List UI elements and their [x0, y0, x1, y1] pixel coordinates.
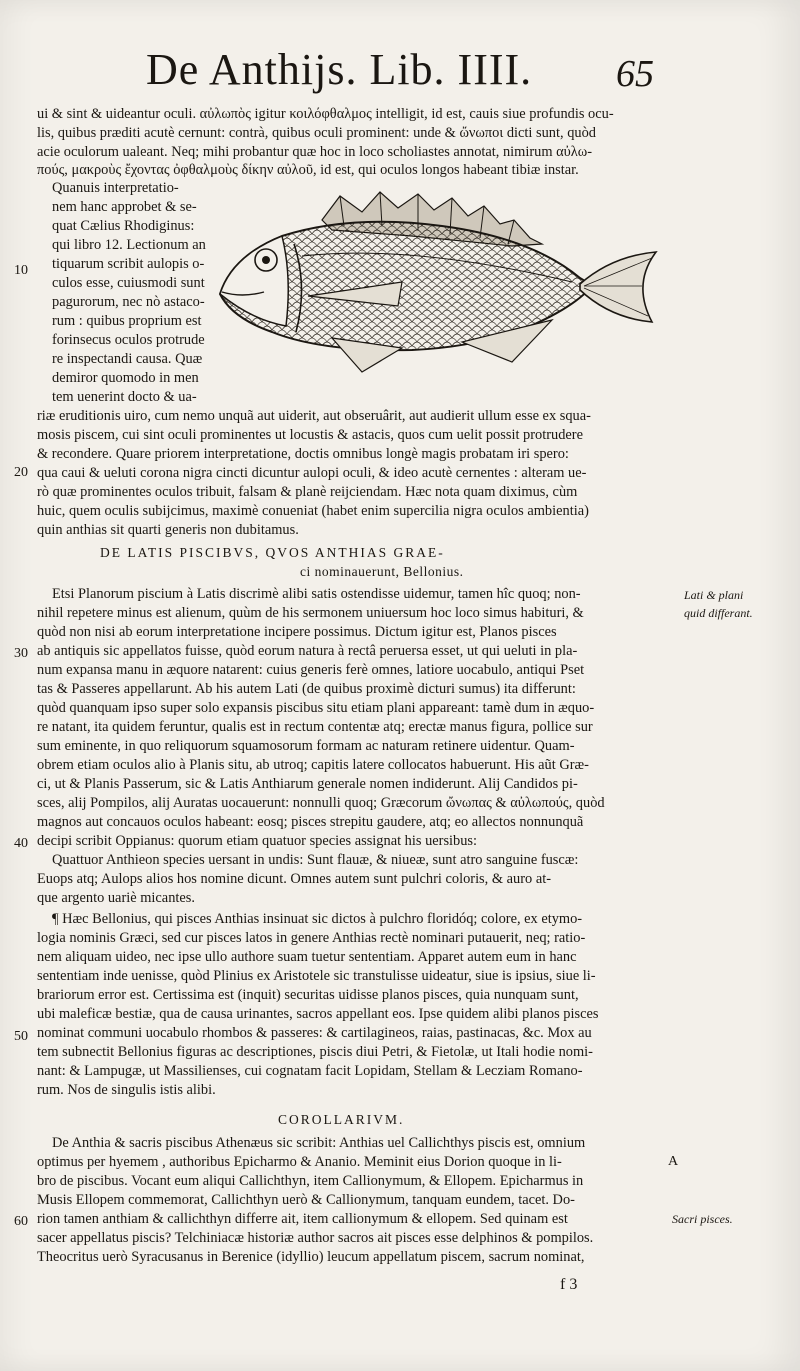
- text-line: num expansa manu in æquore natarent: cuius generis ferè omnes, latiore uocabulo, antiqui Pset: [37, 662, 585, 678]
- text-line: quòd quanquam ipso super solo expansis piscibus situ etiam plani appareant: tamè dum in æquo-: [37, 700, 595, 716]
- margin-note: Sacri pisces.: [672, 1212, 733, 1226]
- line-number: 30: [14, 646, 28, 661]
- text-line: nant: & Lampugæ, ut Massilienses, cui cognatam facit Lopidam, Stellam & Lecziam Romano-: [37, 1063, 583, 1079]
- text-line: rò quæ prominentes oculos tribuit, falsam & planè reijciendam. Hæc nota quam diximus, cùm: [37, 484, 578, 500]
- signature-mark: f 3: [560, 1276, 578, 1293]
- text-line: Quanuis interpretatio-: [52, 180, 179, 196]
- text-line: lis, quibus præditi acutè cernunt: contrà, quibus oculi prominent: unde & ὤνωποι dicti sunt, quòd: [37, 125, 596, 141]
- text-line: nem aliquam uideo, nec ipse ullo authore suam tuetur sententiam. Apparet autem eum in hanc: [37, 949, 577, 965]
- text-line: optimus per hyemem , authoribus Epicharmo & Ananio. Meminit eius Dorion quoque in li-: [37, 1154, 562, 1170]
- text-line: tem subnectit Bellonius figuras ac descriptiones, piscis diui Petri, & Fietolæ, ut Itali hodie nomi-: [37, 1044, 593, 1060]
- text-line: obrem etiam oculos alio à Planis situ, ab utroq; capitis latere collocatos habuerunt. His aũt Græ-: [37, 757, 589, 773]
- text-line: ui & sint & uideantur oculi. αὐλωπὸς igitur κοιλόφθαλμος intelligit, id est, cauis siue profundis ocu-: [37, 106, 614, 122]
- margin-note: quid differant.: [684, 606, 753, 620]
- text-line: Theocritus uerò Syracusanus in Berenice (idyllio) leucum appellatum piscem, sacrum nominat,: [37, 1249, 585, 1265]
- line-number: 10: [14, 263, 28, 278]
- text-line: tem uenerint docto & ua-: [52, 389, 197, 405]
- verse-line: Quattuor Anthieon species uersant in undis: Sunt flauæ, & niueæ, sunt atro sanguine fuscæ:: [52, 852, 579, 868]
- text-line: sces, alij Pompilos, alij Auratas uocauerunt: nonnulli quoq; Græcorum ὤνωπας & αὐλωπούς, quòd: [37, 795, 605, 811]
- text-line: tiquarum scribit aulopis o-: [52, 256, 205, 272]
- margin-note: A: [668, 1154, 679, 1169]
- text-line: forinsecus oculos protrude: [52, 332, 205, 348]
- text-line: pagurorum, nec nò astaco-: [52, 294, 205, 310]
- text-line: tas & Passeres appellarunt. Ab his autem Lati (de quibus proximè dicturi sumus) ita differunt:: [37, 681, 576, 697]
- text-line: brariorum error est. Certissima est (inquit) securitas uidisse planos pisces, quia nunquam sunt,: [37, 987, 579, 1003]
- text-line: ab antiquis sic appellatos fuisse, quòd eorum natura à rectâ peruersa esset, ut qui ueluti in pla-: [37, 643, 578, 659]
- text-line: mosis piscem, cui sint oculi prominentes ut locustis & astacis, quos cum uelit possit protrudere: [37, 427, 583, 443]
- page-number: 65: [616, 53, 654, 95]
- text-line: nem hanc approbet & se-: [52, 199, 197, 215]
- text-line: rion tamen anthiam & callichthyn differre ait, item callionymum & ellopem. Sed quinam est: [37, 1211, 568, 1227]
- text-line: rum : quibus proprium est: [52, 313, 202, 329]
- text-line: & recondere. Quare priorem interpretatione, doctis omnibus longè magis probatam iri spero:: [37, 446, 569, 462]
- text-line: culos esse, cuiusmodi sunt: [52, 275, 205, 291]
- text-line: magnos aut concauos oculos habeant: eosq; pisces strepitu gaudere, atq; eo allectos nonnunquã: [37, 814, 584, 830]
- text-line: decipi scribit Oppianus: quorum etiam quatuor species assignat his uersibus:: [37, 833, 478, 849]
- page-title: De Anthijs. Lib. IIII.: [146, 45, 533, 94]
- section-heading: DE LATIS PISCIBVS, QVOS ANTHIAS GRAE-: [100, 545, 445, 560]
- line-number: 20: [14, 465, 28, 480]
- text-line: acie oculorum ualeant. Neq; mihi probantur quæ hoc in loco scholiastes annotat, nimirum αὐλω-: [37, 144, 593, 160]
- text-line: quòd non nisi ab eorum interpretatione incipere possimus. Dictum igitur est, Planos pisces: [37, 624, 557, 640]
- text-line: demiror quomodo in men: [52, 370, 199, 386]
- line-number: 60: [14, 1214, 28, 1229]
- text-line: nominat communi uocabulo rhombos & passeres: & cartilagineos, raias, pastinacas, &c. Mox au: [37, 1025, 592, 1041]
- text-line: huic, quem oculis subijcimus, maximè conueniat (habet enim supercilia nigra oculos ambientia): [37, 503, 589, 519]
- text-line: ubi maleficæ bestiæ, qua de causa urinantes, sacros appellant eos. Ipse quidem alibi planos pisces: [37, 1006, 599, 1022]
- text-line: Musis Ellopem commemorat, Callichthyn uerò & Callionymum, tanquam eundem, tacet. Do-: [37, 1192, 575, 1208]
- text-line: riæ eruditionis uiro, cum nemo unquã aut uiderit, aut obseruârit, aut audierit ullum esse ex squa-: [37, 408, 591, 424]
- text-line: quin anthias sit quarti generis non dubitamus.: [37, 522, 299, 538]
- text-line: Etsi Planorum piscium à Latis discrimè alibi satis ostendisse uidemur, tamen hîc quoq; non-: [52, 586, 581, 602]
- text-line: nihil repetere minus est alienum, quùm de his sermonem uniuersum hoc loco simus habituri, &: [37, 605, 584, 621]
- section-subheading: ci nominauerunt, Bellonius.: [300, 564, 464, 579]
- line-number: 40: [14, 836, 28, 851]
- text-line: De Anthia & sacris piscibus Athenæus sic scribit: Anthias uel Callichthys piscis est, omnium: [52, 1135, 586, 1151]
- margin-note: Lati & plani: [684, 588, 744, 602]
- text-line: ¶ Hæc Bellonius, qui pisces Anthias insinuat sic dictos à pulchro floridóq; colore, ex etymo-: [52, 911, 583, 927]
- text-line: logia nominis Græci, sed cur pisces latos in genere Anthias rectè nominari putauerit, neq; ratio-: [37, 930, 586, 946]
- text-line: sum eminente, in quo reliquorum squamosorum formam ac naturam retinere uidentur. Quam-: [37, 738, 575, 754]
- text-line: qui libro 12. Lectionum an: [52, 237, 206, 253]
- section-heading: COROLLARIVM.: [278, 1112, 405, 1127]
- text-line: rum. Nos de singulis istis alibi.: [37, 1082, 216, 1098]
- fish-woodcut-illustration: [212, 186, 660, 374]
- verse-line: Euops atq; Aulops alios hos nomine dicunt. Omnes autem sunt pulchri coloris, & auro at-: [37, 871, 551, 887]
- text-line: qua caui & ueluti corona nigra cincti dicuntur aulopi oculi, & ideo acutè cernentes : alteram ue-: [37, 465, 587, 481]
- text-line: bro de piscibus. Vocant eum aliqui Callichthyn, item Callionymum, & Ellopem. Epicharmus in: [37, 1173, 584, 1189]
- text-line: sacer appellatus piscis? Telchiniacæ historiæ author sacros ait pisces esse delphinos & pompilos.: [37, 1230, 594, 1246]
- text-line: re inspectandi causa. Quæ: [52, 351, 203, 367]
- text-line: quat Cælius Rhodiginus:: [52, 218, 195, 234]
- verse-line: que argento uariè micantes.: [37, 890, 195, 906]
- line-number: 50: [14, 1029, 28, 1044]
- text-line: sententiam inde uenisse, quòd Plinius ex Aristotele sic transtulisse uideatur, siue is ipsius, siue li-: [37, 968, 596, 984]
- text-line: ci, ut & Planis Passerum, sic & Latis Anthiarum generale nomen indiderunt. Alij Candidos pi-: [37, 776, 578, 792]
- text-line: πούς, μακροὺς ἔχοντας ὀφθαλμοὺς δίκην αὐλοῦ, id est, qui oculos longos habeant tibiæ instar.: [37, 162, 579, 178]
- text-line: re natant, ita quidem feruntur, qualis est in rectum contentæ atq; erectæ manus figura, pollice sur: [37, 719, 593, 735]
